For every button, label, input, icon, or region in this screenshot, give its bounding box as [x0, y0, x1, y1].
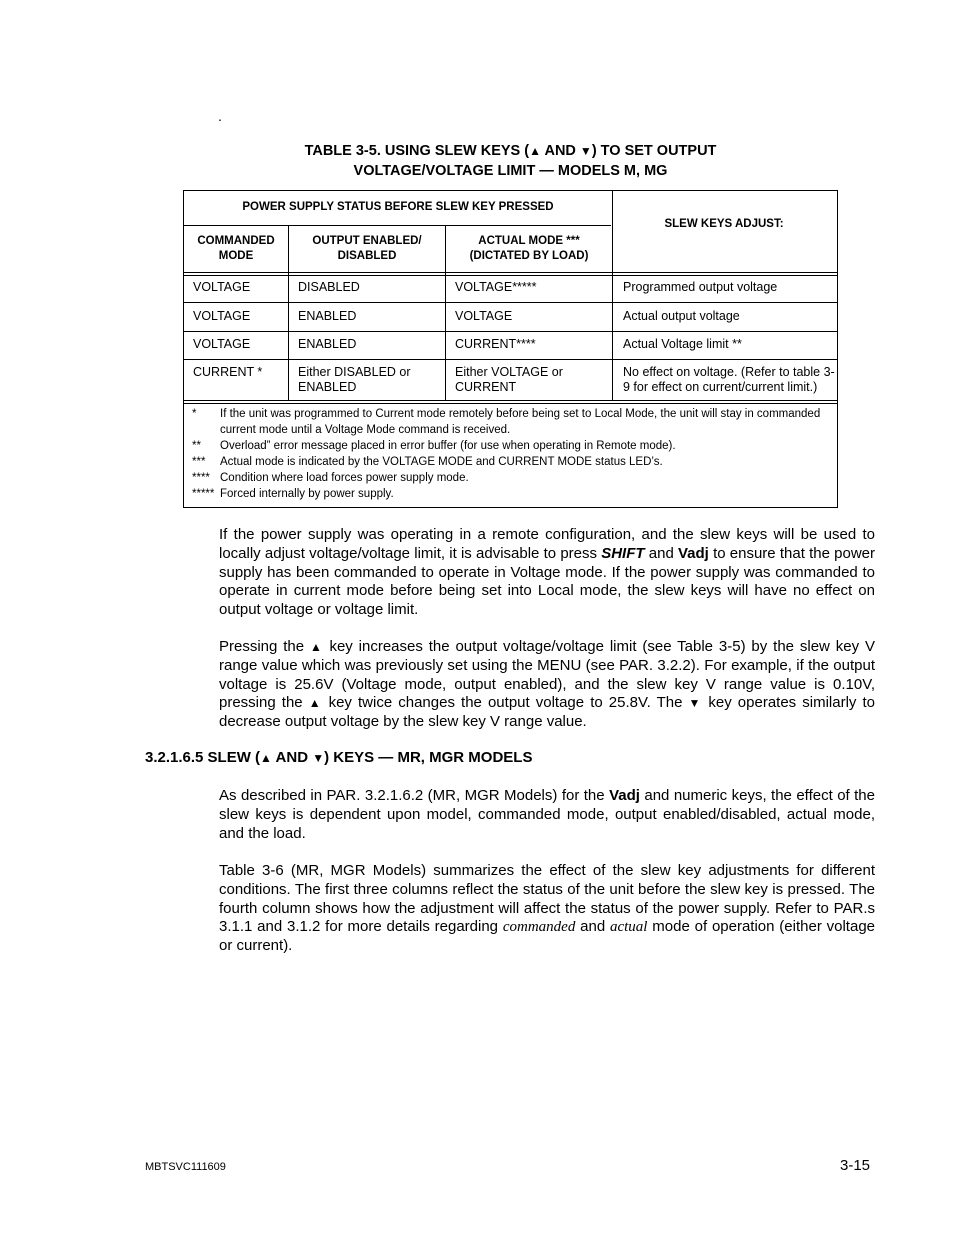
table-notes: [184, 407, 837, 503]
divider: [184, 302, 837, 303]
table-cell: ENABLED: [298, 309, 357, 323]
header-commanded-mode: COMMANDED MODE: [197, 235, 275, 262]
divider: [184, 400, 837, 401]
table-cell: CURRENT *: [193, 365, 263, 379]
table-cell: Either VOLTAGE or CURRENT: [455, 365, 563, 394]
table-cell: Either DISABLED or ENABLED: [298, 365, 411, 394]
note-item: **** Condition where load forces power supply mode.: [192, 472, 469, 484]
divider: [184, 331, 837, 332]
page-number: 3-15: [840, 1157, 871, 1174]
table-cell: Actual Voltage limit **: [623, 337, 742, 351]
note-item: *** Actual mode is indicated by the VOLTAGE MODE and CURRENT MODE status LED’s.: [192, 456, 663, 468]
note-item: ** Overload” error message placed in error buffer (for use when operating in Remote mode).: [192, 440, 676, 452]
table-cell: CURRENT****: [455, 337, 536, 351]
stray-mark: .: [218, 108, 222, 124]
section-heading: 3.2.1.6.5 SLEW (▲ AND ▼) KEYS — MR, MGR MODELS: [145, 749, 533, 766]
note-item: ***** Forced internally by power supply.: [192, 488, 394, 500]
header-output-enabled: OUTPUT ENABLED/ DISABLED: [312, 235, 422, 262]
divider: [184, 403, 837, 404]
divider: [612, 191, 613, 400]
divider: [184, 272, 837, 273]
down-arrow-icon: ▼: [312, 751, 325, 765]
divider: [184, 225, 611, 226]
header-actual-mode: ACTUAL MODE *** (DICTATED BY LOAD): [469, 235, 589, 262]
divider: [445, 225, 446, 400]
paragraph-remote-config: If the power supply was operating in a remote configuration, and the slew keys will be used to locally adjust voltage/voltage limit, it is advisable to press SHIFT and Vadj to ensure that the power supply has been commanded to operate in Voltage mode. If the power supply was commanded to operate in current mode before being set into Local mode, the slew keys will have no effect on output voltage or voltage limit.: [219, 526, 875, 619]
header-slew-keys-adjust: SLEW KEYS ADJUST:: [664, 218, 784, 230]
table-cell: VOLTAGE: [455, 309, 513, 323]
up-arrow-icon: ▲: [309, 640, 324, 654]
down-arrow-icon: ▼: [688, 696, 703, 711]
note-item: * If the unit was programmed to Current mode remotely before being set to Local Mode, the unit will stay in commanded current mode until a Voltage Mode command is received.: [192, 408, 821, 436]
table-cell: VOLTAGE*****: [455, 280, 537, 294]
table-cell: DISABLED: [298, 280, 360, 294]
slew-keys-table: [183, 190, 838, 508]
divider: [184, 275, 837, 276]
table-cell: Actual output voltage: [623, 309, 740, 323]
divider: [288, 225, 289, 400]
table-cell: VOLTAGE: [193, 337, 251, 351]
table-cell: VOLTAGE: [193, 280, 251, 294]
divider: [184, 359, 837, 360]
paragraph-table-3-6: Table 3-6 (MR, MGR Models) summarizes the effect of the slew key adjustments for different conditions. The first three columns reflect the status of the unit before the slew key is pressed. The fourth column shows how the adjustment will affect the status of the power supply. Refer to PAR.s 3.1.1 and 3.1.2 for more details regarding commanded and actual mode of operation (either voltage or current).: [219, 862, 875, 955]
paragraph-up-key: Pressing the ▲ key increases the output voltage/voltage limit (see Table 3-5) by the slew key V range value which was previously set using the MENU (see PAR. 3.2.2). For example, if the output voltage is 25.6V (Voltage mode, output enabled), and the slew key V range value is 0.10V, pressing the ▲ key twice changes the output voltage to 25.8V. The ▼ key operates similarly to decrease output voltage by the slew key V range value.: [219, 638, 875, 731]
table-cell: No effect on voltage. (Refer to table 3-9 for effect on current/current limit.): [623, 365, 835, 394]
group-header: POWER SUPPLY STATUS BEFORE SLEW KEY PRESSED: [242, 201, 554, 213]
paragraph-mr-mgr: As described in PAR. 3.2.1.6.2 (MR, MGR Models) for the Vadj and numeric keys, the effect of the slew keys is dependent upon model, commanded mode, output enabled/disabled, actual mode, and the load.: [219, 787, 875, 842]
up-arrow-icon: ▲: [260, 751, 272, 765]
table-cell: ENABLED: [298, 337, 357, 351]
up-arrow-icon: ▲: [529, 144, 541, 158]
footer-doc-id: MBTSVC111609: [145, 1161, 226, 1173]
table-title-line2: VOLTAGE/VOLTAGE LIMIT — MODELS M, MG: [353, 163, 668, 179]
up-arrow-icon: ▲: [308, 696, 323, 711]
table-cell: Programmed output voltage: [623, 280, 778, 294]
table-title: [183, 141, 838, 181]
down-arrow-icon: ▼: [579, 144, 592, 158]
table-cell: VOLTAGE: [193, 309, 251, 323]
table-title-line1: TABLE 3-5. USING SLEW KEYS (▲ AND ▼) TO SET OUTPUT: [304, 143, 717, 159]
